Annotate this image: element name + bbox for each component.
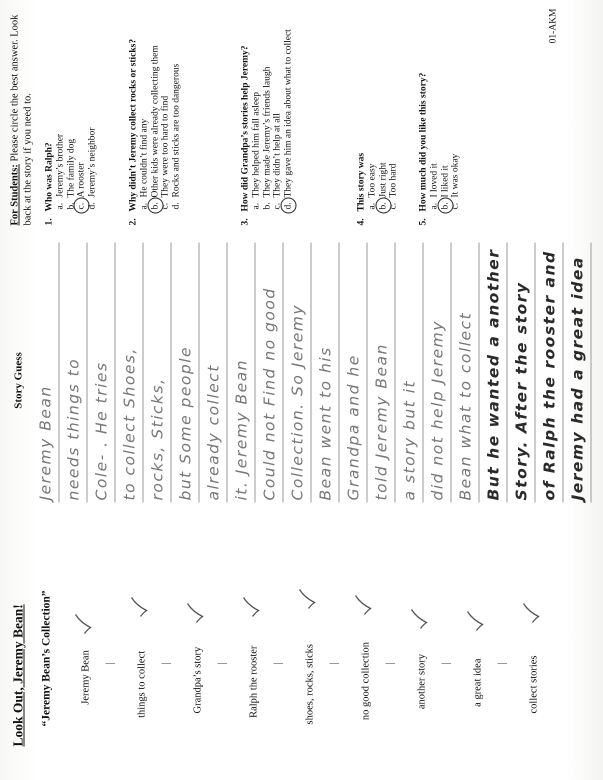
option-text: A rooster [76, 161, 86, 197]
option-letter: b. [149, 201, 160, 209]
option-text: Jeremy’s neighbor [86, 127, 97, 197]
chain-item: Ralph the rooster [248, 645, 259, 718]
answer-option[interactable] [251, 5, 262, 225]
answer-option[interactable] [378, 5, 389, 225]
option-letter: b. [377, 201, 388, 209]
answer-option[interactable] [283, 5, 294, 225]
answer-option[interactable] [160, 5, 171, 225]
question-number: 3. [240, 217, 250, 225]
question-prompt: Why didn’t Jeremy collect rocks or sticks? [128, 38, 138, 211]
option-letter: d. [282, 201, 293, 209]
check-mark-icon [242, 596, 260, 618]
question-text [356, 5, 367, 225]
handwritten-line: of Ralph the rooster and [540, 249, 558, 500]
question-text [128, 5, 139, 225]
option-text: Just right [377, 161, 388, 197]
option-text: He couldn’t find any [139, 118, 149, 197]
question-text [240, 5, 251, 225]
question-1 [44, 5, 97, 225]
writing-line [590, 242, 591, 502]
check-mark-icon [522, 602, 540, 624]
question-5 [418, 5, 461, 225]
check-mark-icon [466, 610, 484, 632]
handwritten-line: Jeremy had a great idea [568, 255, 586, 500]
option-letter: b. [439, 201, 450, 209]
answer-option[interactable] [272, 5, 283, 225]
chain-item: things to collect [136, 650, 147, 718]
question-prompt: How much did you like this story? [418, 72, 428, 211]
option-text: The family dog [65, 138, 76, 197]
document-id: 01-AKM [548, 8, 558, 43]
chain-item: a great idea [472, 658, 483, 707]
handwritten-line: told Jeremy Bean [372, 342, 390, 500]
worksheet-subtitle: “Jeremy Bean’s Collection” [40, 589, 52, 726]
answer-option[interactable] [388, 5, 399, 225]
option-letter: c. [388, 202, 398, 209]
writing-line [366, 242, 367, 502]
question-number: 2. [128, 217, 138, 225]
handwritten-line: Bean what to collect [456, 311, 474, 500]
writing-line [310, 242, 311, 502]
option-letter: c. [450, 202, 460, 209]
chain-item: Jeremy Bean [80, 649, 91, 705]
question-number: 1. [44, 217, 54, 225]
option-letter: a. [251, 202, 261, 209]
option-letter: b. [261, 201, 272, 209]
writing-line [394, 242, 395, 502]
chain-connector: | [384, 661, 395, 664]
chain-connector: | [440, 661, 451, 664]
check-mark-icon [130, 596, 148, 618]
questions-section [0, 0, 603, 225]
answer-option[interactable] [171, 5, 182, 225]
question-3 [240, 5, 293, 225]
option-letter: c. [76, 202, 86, 209]
writing-line [114, 242, 115, 502]
writing-line [58, 242, 59, 502]
handwritten-line: already collect [204, 363, 222, 500]
handwritten-line: a story but it [400, 379, 418, 500]
instructions-text: Please circle the best answer. Look back at the story if you need to. [9, 14, 33, 225]
check-mark-icon [410, 608, 428, 630]
writing-line [226, 242, 227, 502]
instructions [8, 7, 34, 225]
writing-line [142, 242, 143, 502]
chain-connector: | [496, 661, 507, 664]
option-text: Rocks and sticks are too dangerous [170, 63, 181, 197]
option-text: Too easy [367, 163, 377, 197]
option-letter: b. [65, 201, 76, 209]
option-text: Other kids were already collecting them [149, 44, 160, 197]
story-guess-section [0, 250, 603, 510]
chain-connector: | [216, 661, 227, 664]
chain-item: shoes, rocks, sticks [304, 643, 315, 724]
handwritten-line: Bean went to his [316, 345, 334, 500]
worksheet-title: Look Out, Jeremy Bean! [10, 603, 25, 746]
option-text: They made Jeremy’s friends laugh [261, 66, 272, 197]
option-letter: a. [55, 202, 65, 209]
chain-connector: | [104, 661, 115, 664]
answer-option[interactable] [440, 5, 451, 225]
chain-item: another story [416, 653, 427, 709]
handwritten-line: to collect Shoes, [120, 346, 138, 500]
option-letter: a. [429, 202, 439, 209]
answer-option[interactable] [76, 5, 87, 225]
option-letter: c. [160, 202, 170, 209]
writing-line [170, 242, 171, 502]
option-text: I liked it [439, 164, 450, 197]
handwritten-line: Story. After the story [512, 281, 530, 500]
check-mark-icon [74, 613, 92, 635]
chain-connector: | [272, 661, 283, 664]
option-text: It was okay [450, 153, 460, 197]
answer-option[interactable] [55, 5, 66, 225]
writing-line [282, 242, 283, 502]
writing-line [254, 242, 255, 502]
chain-connector: | [328, 661, 339, 664]
handwritten-line: needs things to [64, 357, 82, 500]
answer-option[interactable] [87, 5, 98, 225]
question-prompt: How did Grandpa’s stories help Jeremy? [240, 45, 250, 211]
writing-line [198, 242, 199, 502]
writing-line [450, 242, 451, 502]
handwritten-line: But he wanted a another [484, 248, 502, 500]
story-guess-title: Story Guess [12, 351, 24, 409]
check-mark-icon [298, 588, 316, 610]
writing-line [562, 242, 563, 502]
question-4 [356, 5, 399, 225]
check-mark-icon [186, 602, 204, 624]
answer-option[interactable] [450, 5, 461, 225]
option-letter: a. [139, 202, 149, 209]
handwritten-line: Collection. So Jeremy [288, 303, 306, 500]
writing-line [478, 242, 479, 502]
writing-line [338, 242, 339, 502]
answer-option[interactable] [367, 5, 378, 225]
option-text: They didn’t help at all [272, 112, 282, 197]
chain-item: no good collection [360, 641, 371, 720]
chain-item: Grandpa’s story [192, 646, 203, 713]
answer-option[interactable] [66, 5, 77, 225]
check-mark-icon [354, 594, 372, 616]
chain-connector: | [160, 661, 171, 664]
option-text: I loved it [429, 162, 439, 197]
answer-option[interactable] [139, 5, 150, 225]
option-text: Jeremy’s brother [55, 133, 65, 197]
writing-line [422, 242, 423, 502]
option-letter: a. [367, 202, 377, 209]
question-text [418, 5, 429, 225]
question-number: 4. [356, 217, 366, 225]
option-text: They were too hard to find [160, 95, 170, 197]
handwritten-line: Grandpa and he [344, 353, 362, 500]
chain-item: collect stories [528, 654, 539, 713]
option-letter: d. [86, 201, 97, 209]
question-text [44, 5, 55, 225]
handwritten-line: Could not Find no good [260, 286, 278, 500]
question-2 [128, 5, 181, 225]
writing-line [506, 242, 507, 502]
writing-line [86, 242, 87, 502]
answer-option[interactable] [429, 5, 440, 225]
handwritten-line: did not help Jeremy [428, 319, 446, 500]
story-chain-section [0, 548, 603, 758]
handwritten-line: Cole- . He tries [92, 360, 110, 500]
option-letter: d. [170, 201, 181, 209]
instructions-label: For Students: [9, 163, 20, 225]
answer-option[interactable] [262, 5, 273, 225]
option-text: Too hard [388, 163, 398, 197]
question-number: 5. [418, 217, 428, 225]
answer-option[interactable] [150, 5, 161, 225]
question-prompt: This story was [356, 152, 366, 211]
handwritten-line: but Some people [176, 345, 194, 500]
handwritten-line: rocks, Sticks, [148, 376, 166, 500]
option-text: They helped him fall asleep [251, 91, 261, 197]
writing-line [534, 242, 535, 502]
option-letter: c. [272, 202, 282, 209]
option-text: They gave him an idea about what to collect [282, 28, 293, 197]
handwritten-line: it. Jeremy Bean [232, 358, 250, 500]
handwritten-line: Jeremy Bean [36, 384, 54, 500]
question-prompt: Who was Ralph? [44, 141, 54, 211]
